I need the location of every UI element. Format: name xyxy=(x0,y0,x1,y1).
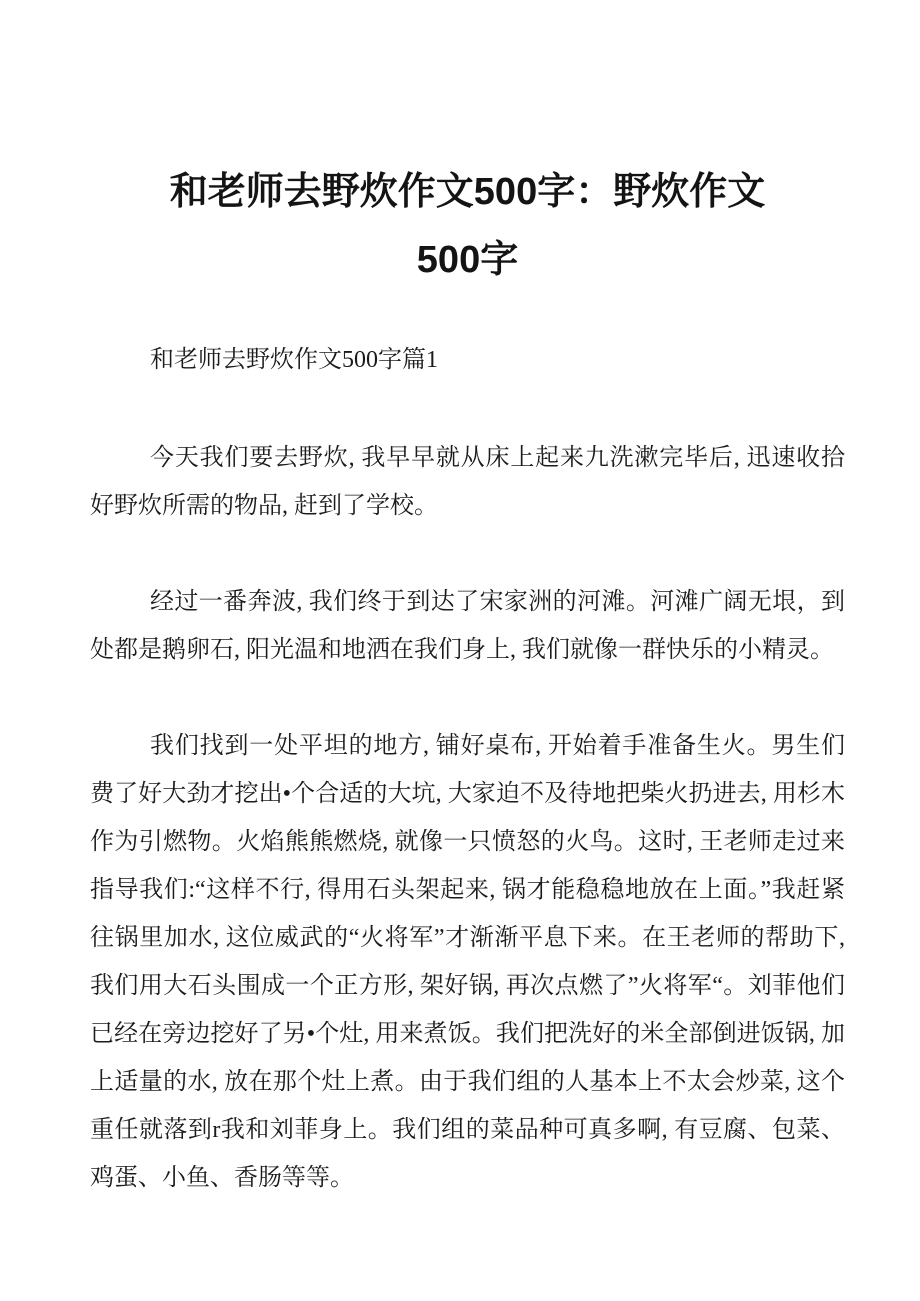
essay-paragraph: 我们找到一处平坦的地方, 铺好桌布, 开始着手准备生火。男生们费了好大劲才挖出•个合适的大坑, 大家迫不及待地把柴火扔进去, 用杉木作为引燃物。火焰熊熊燃烧, 就像一只愤怒的火鸟。这时, 王老师走过来指导我们:“这样不行, 得用石头架起来, 锅才能稳稳地放在上面。”我赶紧往锅里加水, 这位威武的“火将军”才渐渐平息下来。在王老师的帮助下, 我们用大石头围成一个正方形, 架好锅, 再次点燃了”火将军“。刘菲他们已经在旁边挖好了另•个灶, 用来煮饭。我们把洗好的米全部倒进饭锅, 加上适量的水, 放在那个灶上煮。由于我们组的人基本上不太会炒菜, 这个重任就落到r我和刘菲身上。我们组的菜品种可真多啊, 有豆腐、包菜、鸡蛋、小鱼、香肠等等。 xyxy=(90,733,845,1191)
essay-paragraph: 经过一番奔波, 我们终于到达了宋家洲的河滩。河滩广阔无垠，到处都是鹅卵石, 阳光温和地洒在我们身上, 我们就像一群快乐的小精灵。 xyxy=(90,589,845,663)
section-heading: 和老师去野炊作文500字篇1 xyxy=(150,347,438,373)
document-title: 和老师去野炊作文500字：野炊作文500字 xyxy=(169,171,766,281)
essay-paragraph: 今天我们要去野炊, 我早早就从床上起来九洗漱完毕后, 迅速收拾好野炊所需的物品, 赶到了学校。 xyxy=(90,445,845,519)
